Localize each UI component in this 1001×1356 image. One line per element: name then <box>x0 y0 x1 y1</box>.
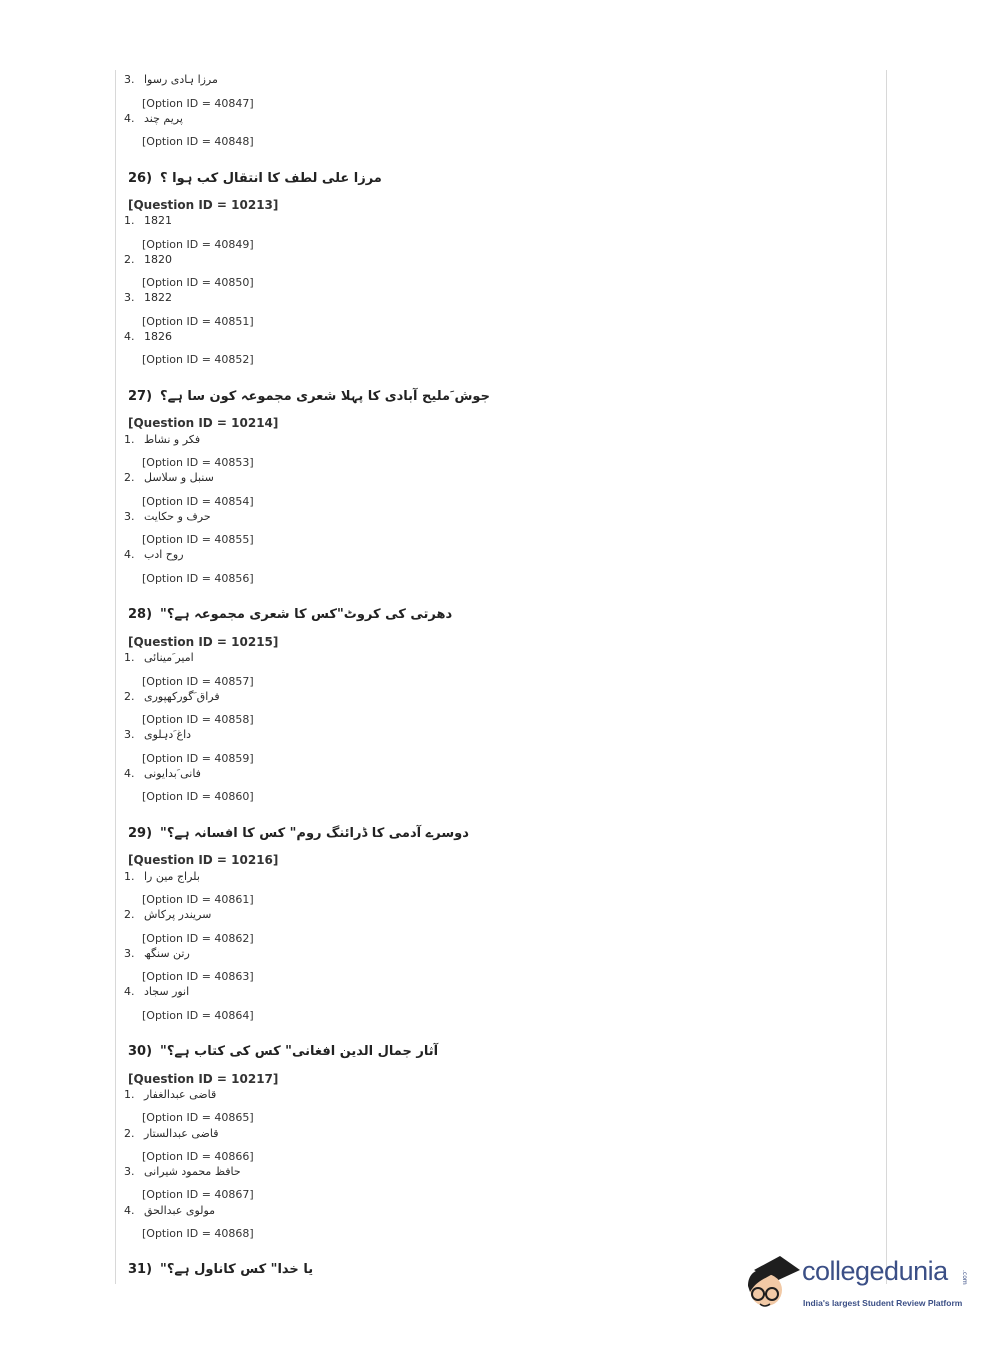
option-text: امیر َمینائی <box>144 651 194 664</box>
option-number: 4. <box>124 330 135 343</box>
option-id: [Option ID = 40849] <box>142 238 254 251</box>
option-id: [Option ID = 40858] <box>142 713 254 726</box>
option-number: 4. <box>124 767 135 780</box>
option-row <box>124 1127 218 1141</box>
question-heading <box>128 606 452 624</box>
option-text: قاضی عبدالغفار <box>144 1088 217 1101</box>
option-id: [Option ID = 40864] <box>142 1009 254 1022</box>
brand-suffix: .com <box>961 1270 968 1285</box>
question-heading <box>128 1261 313 1279</box>
question-text: مرزا علی لطف کا انتقال کب ہوا ؟ <box>160 171 382 186</box>
option-row <box>124 947 190 961</box>
brand-tagline: India's largest Student Review Platform <box>803 1298 963 1308</box>
question-text: "یا خدا" کس کاناول ہے؟ <box>160 1262 314 1277</box>
option-id: [Option ID = 40866] <box>142 1150 254 1163</box>
option-text: 1822 <box>144 291 172 304</box>
option-id: [Option ID = 40847] <box>142 97 254 110</box>
option-row <box>124 728 191 742</box>
option-row <box>124 767 201 781</box>
option-number: 1. <box>124 214 135 227</box>
option-row <box>124 548 184 562</box>
option-number: 1. <box>124 870 135 883</box>
option-text: پریم چند <box>144 112 183 125</box>
option-id: [Option ID = 40860] <box>142 790 254 803</box>
option-id: [Option ID = 40859] <box>142 752 254 765</box>
question-id: [Question ID = 10214] <box>128 416 279 430</box>
option-id: [Option ID = 40848] <box>142 135 254 148</box>
option-row <box>124 510 211 524</box>
collegedunia-logo[interactable] <box>740 1248 970 1318</box>
option-id: [Option ID = 40865] <box>142 1111 254 1124</box>
option-row <box>124 690 220 704</box>
option-row <box>124 1088 216 1102</box>
option-text: فکر و نشاط <box>144 433 201 446</box>
option-id: [Option ID = 40851] <box>142 315 254 328</box>
question-id: [Question ID = 10217] <box>128 1072 279 1086</box>
option-number: 2. <box>124 1127 135 1140</box>
question-heading <box>128 170 382 188</box>
question-heading <box>128 1043 438 1061</box>
question-id: [Question ID = 10213] <box>128 198 279 212</box>
option-row <box>124 253 172 267</box>
option-row <box>124 73 218 87</box>
question-id: [Question ID = 10216] <box>128 853 279 867</box>
option-text: مولوی عبدالحق <box>144 1204 216 1217</box>
option-id: [Option ID = 40852] <box>142 353 254 366</box>
brand-name: collegedunia <box>802 1256 948 1286</box>
option-text: مرزا ہادی رسوا <box>144 73 218 86</box>
option-id: [Option ID = 40855] <box>142 533 254 546</box>
option-id: [Option ID = 40862] <box>142 932 254 945</box>
option-number: 3. <box>124 510 135 523</box>
question-number: 28) <box>128 607 153 622</box>
option-id: [Option ID = 40867] <box>142 1188 254 1201</box>
option-row <box>124 1204 215 1218</box>
option-row <box>124 651 194 665</box>
option-id: [Option ID = 40857] <box>142 675 254 688</box>
option-text: انور سجاد <box>144 985 190 998</box>
option-id: [Option ID = 40868] <box>142 1227 254 1240</box>
option-text: رتن سنگھ <box>144 947 190 960</box>
question-number: 30) <box>128 1044 153 1059</box>
option-number: 3. <box>124 728 135 741</box>
option-number: 2. <box>124 253 135 266</box>
option-id: [Option ID = 40853] <box>142 456 254 469</box>
option-row <box>124 908 211 922</box>
option-number: 4. <box>124 1204 135 1217</box>
option-number: 4. <box>124 548 135 561</box>
question-heading <box>128 388 490 406</box>
option-row <box>124 214 172 228</box>
option-id: [Option ID = 40863] <box>142 970 254 983</box>
option-number: 1. <box>124 651 135 664</box>
option-row <box>124 985 189 999</box>
question-text: "دھرتی کی کروٹ"کس کا شعری مجموعہ ہے؟ <box>160 607 453 622</box>
option-row <box>124 870 200 884</box>
option-number: 3. <box>124 291 135 304</box>
option-text: بلراج مین را <box>144 870 200 883</box>
mascot-icon <box>740 1248 800 1318</box>
option-number: 3. <box>124 1165 135 1178</box>
option-number: 2. <box>124 908 135 921</box>
question-number: 27) <box>128 389 153 404</box>
question-number: 31) <box>128 1262 153 1277</box>
option-text: سنبل و سلاسل <box>144 471 214 484</box>
option-id: [Option ID = 40854] <box>142 495 254 508</box>
option-text: 1826 <box>144 330 172 343</box>
option-text: فانی َبدایونی <box>144 767 201 780</box>
question-text: "دوسرے آدمی کا ڈرائنگ روم" کس کا افسانہ ہے؟ <box>160 826 469 841</box>
option-id: [Option ID = 40850] <box>142 276 254 289</box>
option-text: حرف و حکایت <box>144 510 211 523</box>
option-number: 4. <box>124 112 135 125</box>
option-number: 1. <box>124 1088 135 1101</box>
option-row <box>124 112 183 126</box>
option-number: 1. <box>124 433 135 446</box>
option-text: داغ َدہلوی <box>144 728 192 741</box>
option-row <box>124 330 172 344</box>
option-text: 1821 <box>144 214 172 227</box>
option-id: [Option ID = 40861] <box>142 893 254 906</box>
option-number: 3. <box>124 73 135 86</box>
option-text: سریندر پرکاش <box>144 908 212 921</box>
question-number: 29) <box>128 826 153 841</box>
option-number: 2. <box>124 471 135 484</box>
option-text: قاضی عبدالستار <box>144 1127 219 1140</box>
option-row <box>124 1165 241 1179</box>
question-text: "آثار جمال الدین افغانی" کس کی کتاب ہے؟ <box>160 1044 439 1059</box>
question-number: 26) <box>128 171 153 186</box>
option-text: حافظ محمود شیرانی <box>144 1165 241 1178</box>
option-number: 2. <box>124 690 135 703</box>
option-number: 3. <box>124 947 135 960</box>
option-row <box>124 433 200 447</box>
option-text: روح ادب <box>144 548 184 561</box>
question-text: جوش َملیح آبادی کا پہلا شعری مجموعہ کون سا ہے؟ <box>160 389 490 404</box>
option-number: 4. <box>124 985 135 998</box>
question-id: [Question ID = 10215] <box>128 635 279 649</box>
question-heading <box>128 825 469 843</box>
option-row <box>124 291 172 305</box>
option-text: 1820 <box>144 253 172 266</box>
option-text: فراق َگورکھپوری <box>144 690 220 703</box>
option-row <box>124 471 214 485</box>
option-id: [Option ID = 40856] <box>142 572 254 585</box>
